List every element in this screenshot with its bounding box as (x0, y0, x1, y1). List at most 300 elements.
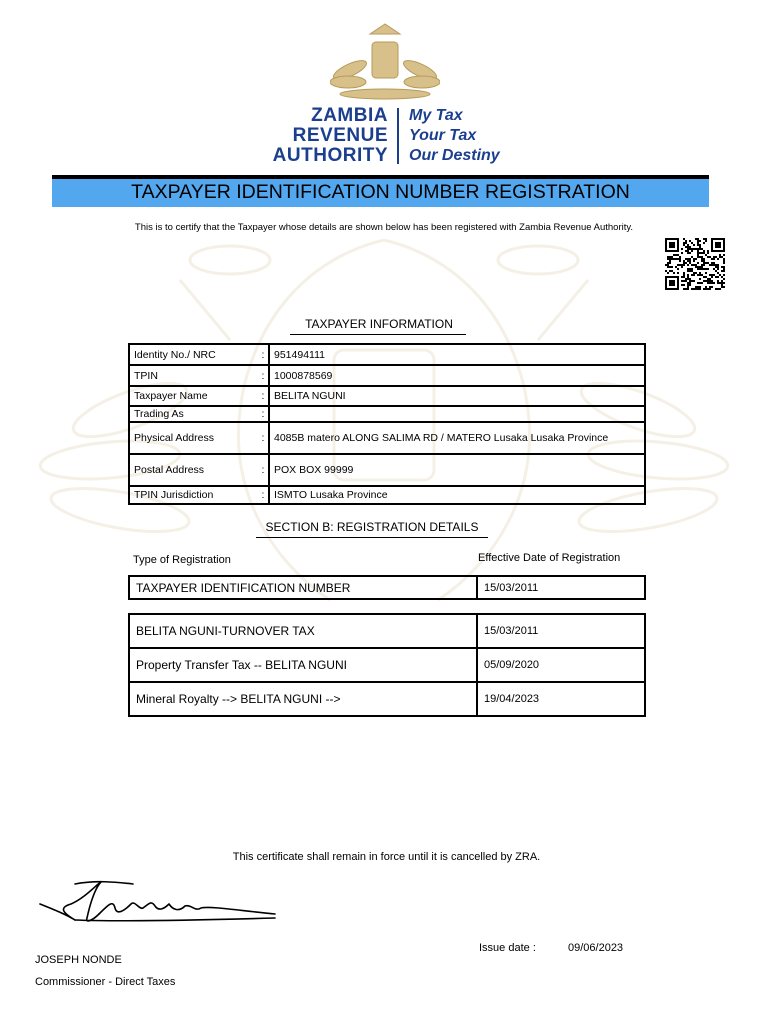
qr-module (717, 288, 719, 290)
field-value: 4085B matero ALONG SALIMA RD / MATERO Lusaka Lusaka Province (269, 422, 645, 454)
qr-module (689, 270, 691, 272)
qr-module (719, 282, 721, 284)
field-label: TPIN (129, 365, 258, 386)
qr-module (665, 264, 667, 266)
qr-module (685, 250, 687, 252)
signatory-title: Commissioner - Direct Taxes (35, 976, 176, 988)
qr-module (693, 274, 695, 276)
qr-module (715, 266, 717, 268)
issue-date-label: Issue date : (479, 942, 536, 954)
qr-module (697, 244, 699, 246)
field-label: Physical Address (129, 422, 258, 454)
qr-module (711, 282, 713, 284)
qr-module (717, 268, 719, 270)
qr-module (707, 262, 709, 264)
qr-module (703, 268, 705, 270)
qr-module (667, 264, 669, 266)
qr-module (711, 262, 713, 264)
qr-module (683, 272, 685, 274)
qr-module (671, 266, 673, 268)
qr-module (687, 268, 689, 270)
field-value: POX BOX 99999 (269, 454, 645, 486)
qr-module (669, 262, 671, 264)
field-value (269, 406, 645, 422)
certification-text: This is to certify that the Taxpayer whose details are shown below has been registered with Zambia Revenue Authority. (134, 222, 634, 233)
qr-module (713, 262, 715, 264)
qr-module (693, 260, 695, 262)
qr-module (697, 242, 699, 244)
qr-module (693, 264, 695, 266)
table-row (129, 422, 645, 454)
table-row (129, 454, 645, 486)
field-sep: : (258, 386, 269, 406)
table-row (129, 486, 645, 504)
org-name-line3: AUTHORITY (272, 145, 388, 166)
qr-module (707, 278, 709, 280)
qr-module (715, 264, 717, 266)
issue-date-value: 09/06/2023 (568, 942, 624, 954)
col-date-header: Effective Date of Registration (478, 552, 621, 564)
field-sep: : (258, 365, 269, 386)
qr-module (683, 262, 685, 264)
qr-module (715, 270, 717, 272)
taxpayer-info-table (128, 343, 646, 505)
qr-module (703, 276, 705, 278)
field-value: BELITA NGUNI (269, 386, 645, 406)
qr-module (693, 288, 695, 290)
qr-module (697, 240, 699, 242)
qr-module (723, 258, 725, 260)
registration-type: Mineral Royalty --> BELITA NGUNI --> (129, 682, 477, 716)
qr-module (697, 288, 699, 290)
qr-module (695, 272, 697, 274)
qr-module (699, 282, 701, 284)
qr-module (667, 272, 669, 274)
qr-module (689, 260, 691, 262)
qr-module (711, 264, 713, 266)
registration-date: 15/03/2011 (477, 576, 645, 599)
registration-type: Property Transfer Tax -- BELITA NGUNI (129, 648, 477, 682)
qr-module (687, 250, 689, 252)
qr-module (699, 266, 701, 268)
qr-module (689, 240, 691, 242)
qr-module (689, 252, 691, 254)
qr-module (701, 256, 703, 258)
qr-module (703, 264, 705, 266)
qr-module (699, 286, 701, 288)
qr-module (695, 258, 697, 260)
qr-module (699, 256, 701, 258)
qr-module (715, 242, 721, 248)
qr-module (705, 238, 707, 240)
qr-module (677, 268, 679, 270)
qr-module (699, 244, 701, 246)
qr-module (701, 268, 703, 270)
qr-module (693, 280, 695, 282)
qr-module (675, 266, 677, 268)
qr-module (669, 280, 675, 286)
qr-module (701, 274, 703, 276)
qr-module (717, 264, 719, 266)
registration-heading: SECTION B: REGISTRATION DETAILS (265, 520, 479, 534)
qr-module (691, 268, 693, 270)
qr-module (703, 258, 705, 260)
table-row (129, 648, 645, 682)
qr-module (703, 280, 705, 282)
qr-module (697, 238, 699, 240)
qr-module (723, 268, 725, 270)
qr-module (695, 286, 697, 288)
qr-module (687, 260, 689, 262)
qr-module (669, 258, 671, 260)
qr-module (681, 280, 683, 282)
qr-module (717, 258, 719, 260)
table-row (129, 682, 645, 716)
qr-module (669, 266, 671, 268)
field-label: Postal Address (129, 454, 258, 486)
qr-module (711, 286, 713, 288)
qr-module (683, 244, 685, 246)
qr-module (667, 266, 669, 268)
qr-module (705, 254, 707, 256)
qr-module (705, 262, 707, 264)
qr-module (689, 268, 691, 270)
qr-module (701, 252, 703, 254)
qr-module (687, 246, 689, 248)
qr-module (691, 274, 693, 276)
qr-module (697, 254, 699, 256)
registration-date: 05/09/2020 (477, 648, 645, 682)
qr-module (705, 280, 707, 282)
qr-module (719, 288, 721, 290)
qr-code (665, 238, 725, 290)
qr-module (679, 258, 681, 260)
qr-module (677, 264, 679, 266)
validity-text: This certificate shall remain in force until it is cancelled by ZRA. (232, 851, 541, 863)
qr-module (681, 276, 683, 278)
qr-module (697, 248, 699, 250)
taxpayer-info-underline (290, 334, 466, 335)
qr-module (703, 252, 705, 254)
qr-module (723, 282, 725, 284)
qr-module (709, 280, 711, 282)
qr-module (697, 266, 699, 268)
qr-module (677, 258, 679, 260)
qr-module (687, 282, 689, 284)
field-label: TPIN Jurisdiction (129, 486, 258, 504)
qr-module (679, 256, 681, 258)
registration-type: TAXPAYER IDENTIFICATION NUMBER (129, 576, 477, 599)
qr-module (685, 288, 687, 290)
qr-module (713, 256, 715, 258)
motto-line1: My Tax (409, 107, 463, 124)
qr-module (707, 282, 709, 284)
qr-module (673, 272, 675, 274)
qr-module (697, 256, 699, 258)
qr-module (699, 288, 701, 290)
qr-module (713, 258, 715, 260)
qr-module (683, 242, 685, 244)
qr-module (707, 252, 709, 254)
qr-module (701, 258, 703, 260)
qr-module (683, 260, 685, 262)
qr-module (681, 248, 683, 250)
qr-module (707, 268, 709, 270)
org-name-line1: ZAMBIA (311, 105, 388, 126)
coat-of-arms-logo (330, 20, 440, 102)
qr-module (695, 266, 697, 268)
qr-module (697, 282, 699, 284)
qr-module (699, 272, 701, 274)
qr-module (681, 284, 683, 286)
qr-module (697, 268, 699, 270)
table-row (129, 365, 645, 386)
qr-module (689, 246, 691, 248)
qr-module (701, 260, 703, 262)
qr-module (691, 250, 693, 252)
qr-module (711, 276, 713, 278)
qr-module (721, 266, 723, 268)
qr-module (691, 242, 693, 244)
qr-module (687, 252, 689, 254)
qr-module (689, 278, 691, 280)
qr-module (687, 258, 689, 260)
qr-module (683, 284, 685, 286)
qr-module (671, 256, 673, 258)
table-row (129, 386, 645, 406)
qr-module (687, 288, 689, 290)
qr-module (685, 242, 687, 244)
field-sep: : (258, 486, 269, 504)
qr-module (695, 264, 697, 266)
qr-module (691, 288, 693, 290)
qr-module (703, 238, 705, 240)
qr-module (691, 248, 693, 250)
qr-module (667, 258, 669, 260)
qr-module (695, 288, 697, 290)
qr-module (679, 264, 681, 266)
page-title: TAXPAYER IDENTIFICATION NUMBER REGISTRATION (131, 181, 630, 203)
qr-module (721, 284, 723, 286)
qr-module (713, 282, 715, 284)
qr-module (685, 262, 687, 264)
signature (35, 874, 285, 934)
qr-module (699, 278, 701, 280)
table-row (129, 344, 645, 365)
qr-module (669, 260, 671, 262)
qr-module (685, 258, 687, 260)
qr-module (697, 286, 699, 288)
signatory-name: JOSEPH NONDE (35, 954, 122, 966)
qr-module (703, 242, 705, 244)
qr-module (705, 272, 707, 274)
motto-line2: Your Tax (409, 127, 477, 144)
qr-module (669, 256, 671, 258)
qr-module (705, 288, 707, 290)
qr-module (679, 260, 681, 262)
qr-module (685, 246, 687, 248)
qr-module (695, 238, 697, 240)
qr-module (701, 282, 703, 284)
qr-module (685, 280, 687, 282)
qr-module (681, 252, 683, 254)
field-sep: : (258, 454, 269, 486)
qr-module (665, 270, 667, 272)
qr-module (707, 288, 709, 290)
qr-module (709, 274, 711, 276)
qr-module (691, 270, 693, 272)
qr-module (719, 274, 721, 276)
qr-module (723, 274, 725, 276)
qr-module (673, 254, 675, 256)
qr-module (709, 288, 711, 290)
table-row (129, 406, 645, 422)
qr-module (723, 260, 725, 262)
qr-module (721, 280, 723, 282)
qr-module (673, 258, 675, 260)
qr-module (693, 258, 695, 260)
qr-module (687, 270, 689, 272)
qr-module (691, 256, 693, 258)
qr-module (699, 268, 701, 270)
field-sep: : (258, 406, 269, 422)
qr-module (713, 274, 715, 276)
registration-type: BELITA NGUNI-TURNOVER TAX (129, 614, 477, 648)
qr-module (685, 240, 687, 242)
qr-module (671, 270, 673, 272)
qr-module (683, 238, 685, 240)
qr-module (689, 262, 691, 264)
qr-module (703, 262, 705, 264)
field-label: Taxpayer Name (129, 386, 258, 406)
qr-module (669, 242, 675, 248)
motto (409, 106, 500, 166)
qr-module (687, 264, 689, 266)
qr-module (715, 276, 717, 278)
qr-module (711, 274, 713, 276)
qr-module (717, 276, 719, 278)
qr-module (703, 260, 705, 262)
qr-module (721, 270, 723, 272)
qr-module (723, 254, 725, 256)
qr-module (697, 274, 699, 276)
qr-module (687, 248, 689, 250)
qr-module (693, 248, 695, 250)
qr-module (671, 258, 673, 260)
table-row (129, 614, 645, 648)
field-value: 1000878569 (269, 365, 645, 386)
qr-module (677, 272, 679, 274)
qr-module (717, 266, 719, 268)
qr-module (703, 250, 705, 252)
qr-module (683, 280, 685, 282)
field-label: Trading As (129, 406, 258, 422)
qr-module (697, 250, 699, 252)
qr-module (711, 258, 713, 260)
qr-module (723, 278, 725, 280)
qr-module (667, 262, 669, 264)
qr-module (705, 240, 707, 242)
qr-module (691, 264, 693, 266)
registration-date: 15/03/2011 (477, 614, 645, 648)
qr-module (707, 250, 709, 252)
qr-module (669, 270, 671, 272)
qr-module (709, 286, 711, 288)
qr-module (715, 288, 717, 290)
qr-module (701, 264, 703, 266)
qr-module (709, 278, 711, 280)
qr-module (711, 280, 713, 282)
primary-registration-table (128, 575, 646, 600)
qr-module (723, 266, 725, 268)
qr-module (699, 248, 701, 250)
qr-module (683, 276, 685, 278)
qr-module (677, 254, 679, 256)
field-value: ISMTO Lusaka Province (269, 486, 645, 504)
org-name-line2: REVENUE (292, 125, 388, 146)
qr-module (719, 256, 721, 258)
qr-module (699, 252, 701, 254)
qr-module (699, 246, 701, 248)
qr-module (687, 286, 689, 288)
qr-module (705, 276, 707, 278)
field-sep: : (258, 422, 269, 454)
qr-module (689, 282, 691, 284)
qr-module (717, 272, 719, 274)
registration-date: 19/04/2023 (477, 682, 645, 716)
qr-module (693, 244, 695, 246)
qr-module (723, 270, 725, 272)
qr-module (721, 256, 723, 258)
field-value: 951494111 (269, 344, 645, 365)
qr-module (713, 264, 715, 266)
qr-module (723, 262, 725, 264)
qr-module (721, 282, 723, 284)
qr-module (687, 276, 689, 278)
qr-module (705, 268, 707, 270)
qr-module (697, 262, 699, 264)
qr-module (701, 248, 703, 250)
qr-module (687, 278, 689, 280)
qr-module (667, 256, 669, 258)
qr-module (721, 286, 723, 288)
qr-module (675, 258, 677, 260)
qr-module (689, 284, 691, 286)
qr-module (681, 266, 683, 268)
qr-module (695, 248, 697, 250)
qr-module (693, 272, 695, 274)
qr-module (675, 254, 677, 256)
qr-module (709, 282, 711, 284)
qr-module (699, 274, 701, 276)
qr-module (713, 268, 715, 270)
qr-module (707, 256, 709, 258)
table-row (129, 576, 645, 599)
qr-module (705, 286, 707, 288)
qr-module (721, 276, 723, 278)
qr-module (683, 288, 685, 290)
qr-module (723, 286, 725, 288)
qr-module (687, 284, 689, 286)
qr-module (715, 256, 717, 258)
motto-line3: Our Destiny (409, 147, 500, 164)
qr-module (685, 278, 687, 280)
qr-module (683, 274, 685, 276)
qr-module (717, 282, 719, 284)
qr-module (689, 258, 691, 260)
qr-module (703, 288, 705, 290)
taxpayer-info-heading: TAXPAYER INFORMATION (305, 317, 453, 331)
